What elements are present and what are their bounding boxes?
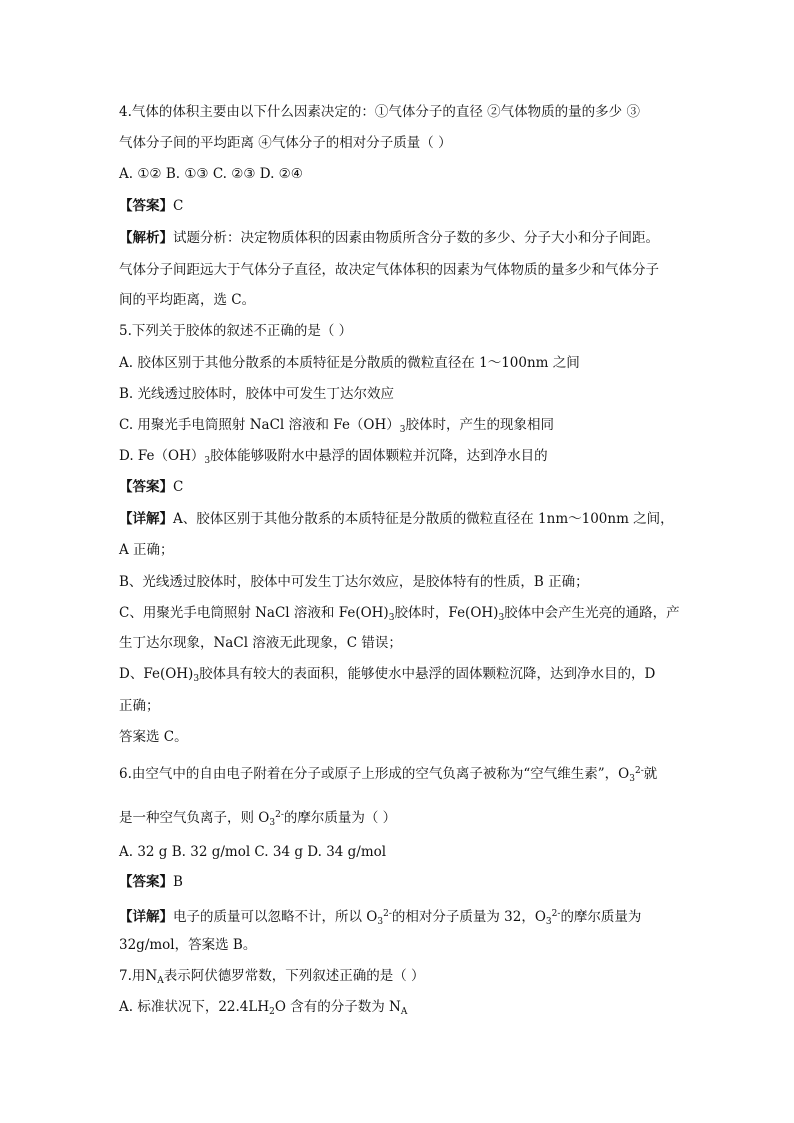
text: 是一种空气负离子，则 O bbox=[119, 810, 270, 826]
q4-stem-line2: 气体分子间的平均距离 ④气体分子的相对分子质量（ ） bbox=[119, 135, 452, 151]
q5-detail-c-line1 bbox=[119, 604, 680, 627]
text: D. Fe（OH） bbox=[119, 448, 205, 464]
text: 6.由空气中的自由电子附着在分子或原子上形成的空气负离子被称为“空气维生素”，O bbox=[119, 766, 630, 782]
q5-detail-a-line2: A 正确； bbox=[119, 542, 174, 558]
subscript: 2 bbox=[269, 1007, 275, 1017]
text: 胶体能够吸附水中悬浮的固体颗粒并沉降，达到净水目的 bbox=[210, 448, 548, 464]
subscript: 3 bbox=[388, 613, 395, 623]
text: D、Fe(OH) bbox=[119, 666, 194, 682]
q5-detail-b: B、光线透过胶体时，胶体中可发生丁达尔效应，是胶体特有的性质，B 正确； bbox=[119, 574, 589, 590]
text: 表示阿伏德罗常数，下列叙述正确的是（ ） bbox=[163, 968, 425, 984]
subscript: 3 bbox=[269, 818, 276, 828]
q6-stem-line2 bbox=[119, 806, 396, 832]
subscript: 3 bbox=[498, 613, 505, 623]
text: 电子的质量可以忽略不计，所以 O bbox=[173, 909, 378, 925]
q4-analysis-line1 bbox=[119, 229, 659, 247]
q6-answer bbox=[119, 873, 183, 891]
text: 胶体时，Fe(OH) bbox=[394, 605, 499, 621]
text: A. 标准状况下，22.4LH bbox=[119, 999, 270, 1015]
superscript: 2- bbox=[551, 909, 561, 919]
subscript: 3 bbox=[204, 456, 211, 466]
q5-option-b: B. 光线透过胶体时，胶体中可发生丁达尔效应 bbox=[119, 386, 395, 402]
text: A、胶体区别于其他分散系的本质特征是分散质的微粒直径在 1nm～100nm 之间， bbox=[173, 511, 674, 527]
detail-tag: 【详解】 bbox=[119, 909, 173, 925]
subscript: 3 bbox=[193, 674, 200, 684]
q6-options: A. 32 g B. 32 g/mol C. 34 g D. 34 g/mol bbox=[119, 844, 387, 860]
subscript: A bbox=[157, 976, 164, 986]
text: 胶体具有较大的表面积，能够使水中悬浮的固体颗粒沉降，达到净水目的，D bbox=[199, 666, 656, 682]
analysis-text: 试题分析：决定物质体积的因素由物质所含分子数的多少、分子大小和分子间距。 bbox=[173, 230, 659, 246]
q5-answer bbox=[119, 478, 183, 496]
text: 的摩尔质量为（ ） bbox=[283, 810, 397, 826]
q7-option-a bbox=[119, 998, 407, 1021]
text: N bbox=[145, 968, 158, 984]
q6-stem-line1 bbox=[119, 762, 657, 788]
text: 就 bbox=[643, 766, 658, 782]
subscript: 3 bbox=[545, 917, 552, 927]
subscript: 3 bbox=[377, 917, 384, 927]
q5-detail-d-line2: 正确； bbox=[119, 698, 160, 714]
text: C、用聚光手电筒照射 NaCl 溶液和 Fe(OH) bbox=[119, 605, 389, 621]
answer-tag: 【答案】 bbox=[119, 874, 173, 890]
text: 7.用 bbox=[119, 968, 146, 984]
q4-options: A. ①② B. ①③ C. ②③ D. ②④ bbox=[119, 166, 303, 182]
subscript: 3 bbox=[399, 425, 406, 435]
q4-stem-line1: 4.气体的体积主要由以下什么因素决定的：①气体分子的直径 ②气体物质的量的多少 ③ bbox=[119, 104, 640, 120]
text: 胶体时，产生的现象相同 bbox=[405, 417, 555, 433]
text: 的相对分子质量为 32，O bbox=[391, 909, 546, 925]
q6-detail-line2: 32g/mol，答案选 B。 bbox=[119, 937, 257, 953]
q5-detail-c-line2: 生丁达尔现象，NaCl 溶液无此现象，C 错误； bbox=[119, 635, 402, 651]
q5-detail-d-line1 bbox=[119, 665, 655, 688]
q5-stem: 5.下列关于胶体的叙述不正确的是（ ） bbox=[119, 323, 353, 339]
answer-tag: 【答案】 bbox=[119, 479, 173, 495]
text: 胶体中会产生光亮的通路，产 bbox=[504, 605, 680, 621]
q5-detail-a-line1 bbox=[119, 510, 674, 528]
text: O 含有的分子数为 N bbox=[274, 999, 401, 1015]
answer-value: B bbox=[173, 874, 183, 890]
q4-analysis-line2: 气体分子间距远大于气体分子直径，故决定气体体积的因素为气体物质的量多少和气体分子 bbox=[119, 262, 659, 278]
superscript: 2- bbox=[383, 909, 392, 919]
q5-option-c bbox=[119, 416, 554, 439]
analysis-tag: 【解析】 bbox=[119, 230, 173, 246]
subscript: 3 bbox=[629, 774, 635, 784]
answer-value: C bbox=[173, 479, 184, 495]
q4-answer bbox=[119, 197, 183, 215]
text: 的摩尔质量为 bbox=[560, 909, 642, 925]
superscript: 2- bbox=[635, 766, 644, 776]
q5-conclusion: 答案选 C。 bbox=[119, 729, 188, 745]
q6-detail-line1 bbox=[119, 905, 641, 931]
text: C. 用聚光手电筒照射 NaCl 溶液和 Fe（OH） bbox=[119, 417, 400, 433]
q4-analysis-line3: 间的平均距离，选 C。 bbox=[119, 292, 256, 308]
q5-option-d bbox=[119, 447, 548, 470]
q5-option-a: A. 胶体区别于其他分散系的本质特征是分散质的微粒直径在 1～100nm 之间 bbox=[119, 355, 580, 371]
q7-stem bbox=[119, 967, 425, 990]
answer-value: C bbox=[173, 198, 184, 214]
answer-tag: 【答案】 bbox=[119, 198, 173, 214]
detail-tag: 【详解】 bbox=[119, 511, 173, 527]
superscript: 2- bbox=[275, 810, 284, 820]
subscript: A bbox=[400, 1007, 408, 1017]
